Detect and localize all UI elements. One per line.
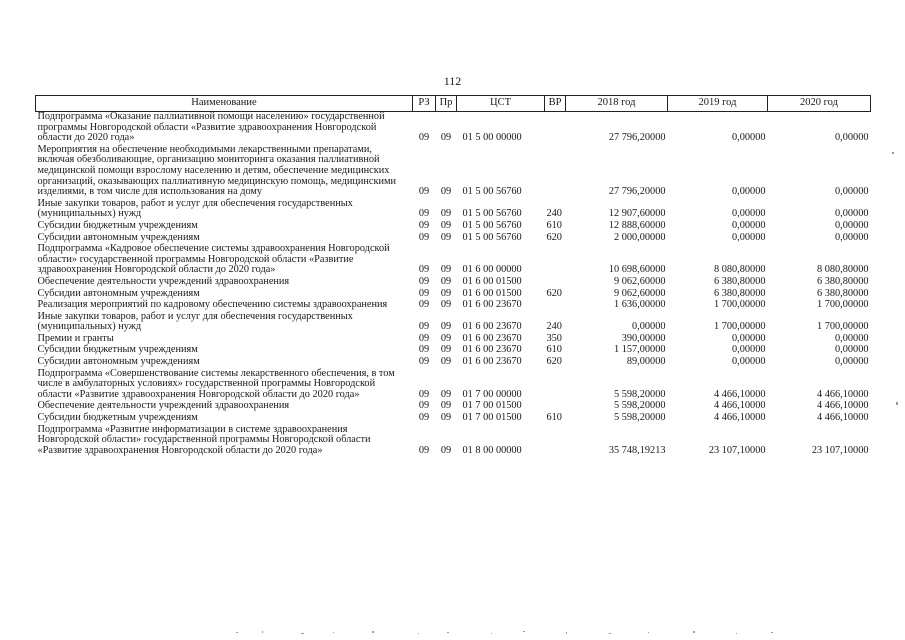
row-vr: 350 <box>546 332 562 344</box>
row-pr: 09 <box>440 208 452 220</box>
row-value-2020: 4 466,10000 <box>817 400 869 412</box>
row-cst: 01 6 00 00000 <box>462 264 522 276</box>
row-cst: 01 6 00 23670 <box>462 356 522 368</box>
row-name: Субсидии автономным учреждениям <box>37 356 200 368</box>
budget-allocation-table <box>35 95 871 456</box>
row-value-2019: 6 380,80000 <box>714 287 766 299</box>
row-pr: 09 <box>440 231 452 243</box>
table-row <box>36 368 871 401</box>
row-name: Субсидии бюджетным учреждениям <box>37 344 198 356</box>
row-value-2018: 390,00000 <box>621 332 666 344</box>
row-value-2020: 0,00000 <box>835 208 869 220</box>
row-rz: 09 <box>418 412 430 424</box>
row-rz: 09 <box>418 219 430 231</box>
row-vr <box>545 424 566 457</box>
row-vr <box>545 276 566 288</box>
table-row <box>36 220 871 232</box>
column-header-2018: 2018 год <box>566 96 668 112</box>
row-rz: 09 <box>418 400 430 412</box>
table-row <box>36 333 871 345</box>
table-row <box>36 243 871 276</box>
row-cst: 01 7 00 01500 <box>462 412 522 424</box>
row-value-2018: 35 748,19213 <box>608 444 666 456</box>
row-rz: 09 <box>418 186 430 198</box>
row-cst: 01 6 00 01500 <box>462 287 522 299</box>
row-name: Реализация мероприятий по кадровому обеспечению системы здравоохранения <box>37 299 388 311</box>
row-name: Подпрограмма «Совершенствование системы лекарственного обеспечения, в том числе в амбулаторных условиях» государственной программы Новгородской области «Развитие здравоохранения Новгородской области до 2020 года» <box>37 367 395 400</box>
row-value-2018: 27 796,20000 <box>608 186 666 198</box>
row-rz: 09 <box>418 444 430 456</box>
row-vr <box>545 243 566 276</box>
row-value-2018: 5 598,20000 <box>614 400 666 412</box>
row-name: Субсидии автономным учреждениям <box>37 231 200 243</box>
row-vr: 620 <box>546 231 562 243</box>
row-pr: 09 <box>440 186 452 198</box>
table-body <box>36 112 871 457</box>
table-row <box>36 356 871 368</box>
row-value-2019: 8 080,80000 <box>714 264 766 276</box>
column-header-pr: Пр <box>436 96 457 112</box>
row-rz: 09 <box>418 287 430 299</box>
row-name: Премии и гранты <box>37 332 114 344</box>
row-value-2018: 12 907,60000 <box>608 208 666 220</box>
row-value-2018: 1 636,00000 <box>614 299 666 311</box>
row-value-2020: 23 107,10000 <box>811 444 869 456</box>
row-pr: 09 <box>440 444 452 456</box>
row-value-2019: 0,00000 <box>732 186 766 198</box>
row-name: Обеспечение деятельности учреждений здравоохранения <box>37 400 290 412</box>
row-pr: 09 <box>440 356 452 368</box>
row-rz: 09 <box>418 356 430 368</box>
row-value-2019: 0,00000 <box>732 219 766 231</box>
table-row <box>36 412 871 424</box>
row-rz: 09 <box>418 275 430 287</box>
table-row <box>36 276 871 288</box>
row-value-2019: 0,00000 <box>732 231 766 243</box>
table-row <box>36 311 871 333</box>
row-name: Обеспечение деятельности учреждений здравоохранения <box>37 275 290 287</box>
row-rz: 09 <box>418 332 430 344</box>
row-value-2019: 4 466,10000 <box>714 412 766 424</box>
row-value-2020: 0,00000 <box>835 132 869 144</box>
row-value-2020: 0,00000 <box>835 219 869 231</box>
row-name: Субсидии бюджетным учреждениям <box>37 412 198 424</box>
column-header-2019: 2019 год <box>668 96 768 112</box>
row-value-2019: 6 380,80000 <box>714 275 766 287</box>
row-cst: 01 5 00 56760 <box>462 219 522 231</box>
row-pr: 09 <box>440 275 452 287</box>
row-name: Подпрограмма «Развитие информатизации в системе здравоохранения Новгородской области» государственной программы Новгородской области «Развитие здравоохранения Новгородской области до 2020 года» <box>37 423 371 456</box>
row-value-2018: 89,00000 <box>626 356 666 368</box>
row-value-2018: 12 888,60000 <box>608 219 666 231</box>
row-cst: 01 6 00 23670 <box>462 299 522 311</box>
row-cst: 01 6 00 23670 <box>462 332 522 344</box>
row-pr: 09 <box>440 287 452 299</box>
row-value-2019: 0,00000 <box>732 344 766 356</box>
row-value-2020: 4 466,10000 <box>817 412 869 424</box>
table-row <box>36 299 871 311</box>
row-value-2020: 1 700,00000 <box>817 321 869 333</box>
row-value-2018: 27 796,20000 <box>608 132 666 144</box>
column-header-name: Наименование <box>36 96 413 112</box>
table-row <box>36 198 871 220</box>
row-name: Иные закупки товаров, работ и услуг для обеспечения государственных (муниципальных) нужд <box>37 310 353 333</box>
row-name: Субсидии автономным учреждениям <box>37 287 200 299</box>
row-pr: 09 <box>440 264 452 276</box>
column-header-cst: ЦСТ <box>457 96 545 112</box>
column-header-vr: ВР <box>545 96 566 112</box>
row-value-2020: 6 380,80000 <box>817 275 869 287</box>
row-name: Субсидии бюджетным учреждениям <box>37 219 198 231</box>
row-rz: 09 <box>418 321 430 333</box>
row-value-2018: 10 698,60000 <box>608 264 666 276</box>
row-value-2018: 9 062,60000 <box>614 287 666 299</box>
row-vr: 620 <box>546 356 562 368</box>
row-cst: 01 7 00 00000 <box>462 388 522 400</box>
row-pr: 09 <box>440 321 452 333</box>
row-value-2019: 4 466,10000 <box>714 400 766 412</box>
row-vr <box>545 368 566 401</box>
row-value-2019: 23 107,10000 <box>708 444 766 456</box>
table-row <box>36 344 871 356</box>
row-vr: 610 <box>546 344 562 356</box>
row-pr: 09 <box>440 388 452 400</box>
row-rz: 09 <box>418 388 430 400</box>
row-vr <box>545 400 566 412</box>
row-value-2020: 4 466,10000 <box>817 388 869 400</box>
row-vr: 610 <box>546 412 562 424</box>
row-vr: 610 <box>546 219 562 231</box>
row-cst: 01 6 00 23670 <box>462 321 522 333</box>
row-vr: 240 <box>546 208 562 220</box>
row-value-2019: 1 700,00000 <box>714 299 766 311</box>
row-pr: 09 <box>440 344 452 356</box>
table-row <box>36 424 871 457</box>
row-value-2020: 0,00000 <box>835 332 869 344</box>
row-value-2019: 0,00000 <box>732 332 766 344</box>
row-rz: 09 <box>418 132 430 144</box>
row-name: Мероприятия на обеспечение необходимыми лекарственными препаратами, включая обезболивающие, организацию мониторинга оказания паллиативной медицинской помощи взрослому населению и детям, обеспечение медицинских организаций, оказывающих паллиативную медицинскую помощь, медицинскими изделиями, в том числе для использования на дому <box>37 143 397 198</box>
row-value-2018: 0,00000 <box>632 321 666 333</box>
row-value-2019: 4 466,10000 <box>714 388 766 400</box>
row-value-2020: 0,00000 <box>835 186 869 198</box>
row-value-2019: 0,00000 <box>732 208 766 220</box>
row-rz: 09 <box>418 264 430 276</box>
row-value-2018: 9 062,60000 <box>614 275 666 287</box>
table-row <box>36 112 871 144</box>
row-rz: 09 <box>418 208 430 220</box>
table-row <box>36 232 871 244</box>
table-row <box>36 144 871 198</box>
row-value-2020: 8 080,80000 <box>817 264 869 276</box>
row-value-2018: 5 598,20000 <box>614 412 666 424</box>
row-pr: 09 <box>440 400 452 412</box>
table-header-row <box>36 96 871 112</box>
row-rz: 09 <box>418 231 430 243</box>
row-vr <box>545 112 566 144</box>
row-rz: 09 <box>418 344 430 356</box>
row-cst: 01 5 00 56760 <box>462 208 522 220</box>
row-name: Подпрограмма «Оказание паллиативной помощи населению» государственной программы Новгородской области «Развитие здравоохранения Новгородской области до 2020 года» <box>37 111 385 144</box>
row-cst: 01 8 00 00000 <box>462 444 522 456</box>
row-vr: 620 <box>546 287 562 299</box>
row-value-2018: 5 598,20000 <box>614 388 666 400</box>
row-cst: 01 5 00 56760 <box>462 231 522 243</box>
row-cst: 01 5 00 00000 <box>462 132 522 144</box>
row-vr <box>545 299 566 311</box>
row-pr: 09 <box>440 219 452 231</box>
page-number: 112 <box>443 74 462 88</box>
table-row <box>36 288 871 300</box>
row-value-2019: 0,00000 <box>732 356 766 368</box>
row-cst: 01 6 00 23670 <box>462 344 522 356</box>
row-value-2020: 0,00000 <box>835 344 869 356</box>
column-header-2020: 2020 год <box>768 96 871 112</box>
row-value-2020: 1 700,00000 <box>817 299 869 311</box>
row-value-2018: 1 157,00000 <box>614 344 666 356</box>
row-pr: 09 <box>440 332 452 344</box>
row-pr: 09 <box>440 299 452 311</box>
row-rz: 09 <box>418 299 430 311</box>
row-vr: 240 <box>546 321 562 333</box>
row-value-2020: 0,00000 <box>835 356 869 368</box>
row-pr: 09 <box>440 412 452 424</box>
column-header-rz: РЗ <box>413 96 436 112</box>
row-value-2018: 2 000,00000 <box>614 231 666 243</box>
row-name: Иные закупки товаров, работ и услуг для обеспечения государственных (муниципальных) нужд <box>37 197 353 220</box>
row-cst: 01 6 00 01500 <box>462 275 522 287</box>
table-row <box>36 400 871 412</box>
row-value-2020: 0,00000 <box>835 231 869 243</box>
row-cst: 01 7 00 01500 <box>462 400 522 412</box>
row-name: Подпрограмма «Кадровое обеспечение системы здравоохранения Новгородской области» государственной программы Новгородской области «Развитие здравоохранения Новгородской области до 2020 года» <box>37 243 390 276</box>
row-vr <box>545 144 566 198</box>
row-pr: 09 <box>440 132 452 144</box>
row-value-2020: 6 380,80000 <box>817 287 869 299</box>
row-value-2019: 0,00000 <box>732 132 766 144</box>
row-value-2019: 1 700,00000 <box>714 321 766 333</box>
row-cst: 01 5 00 56760 <box>462 186 522 198</box>
